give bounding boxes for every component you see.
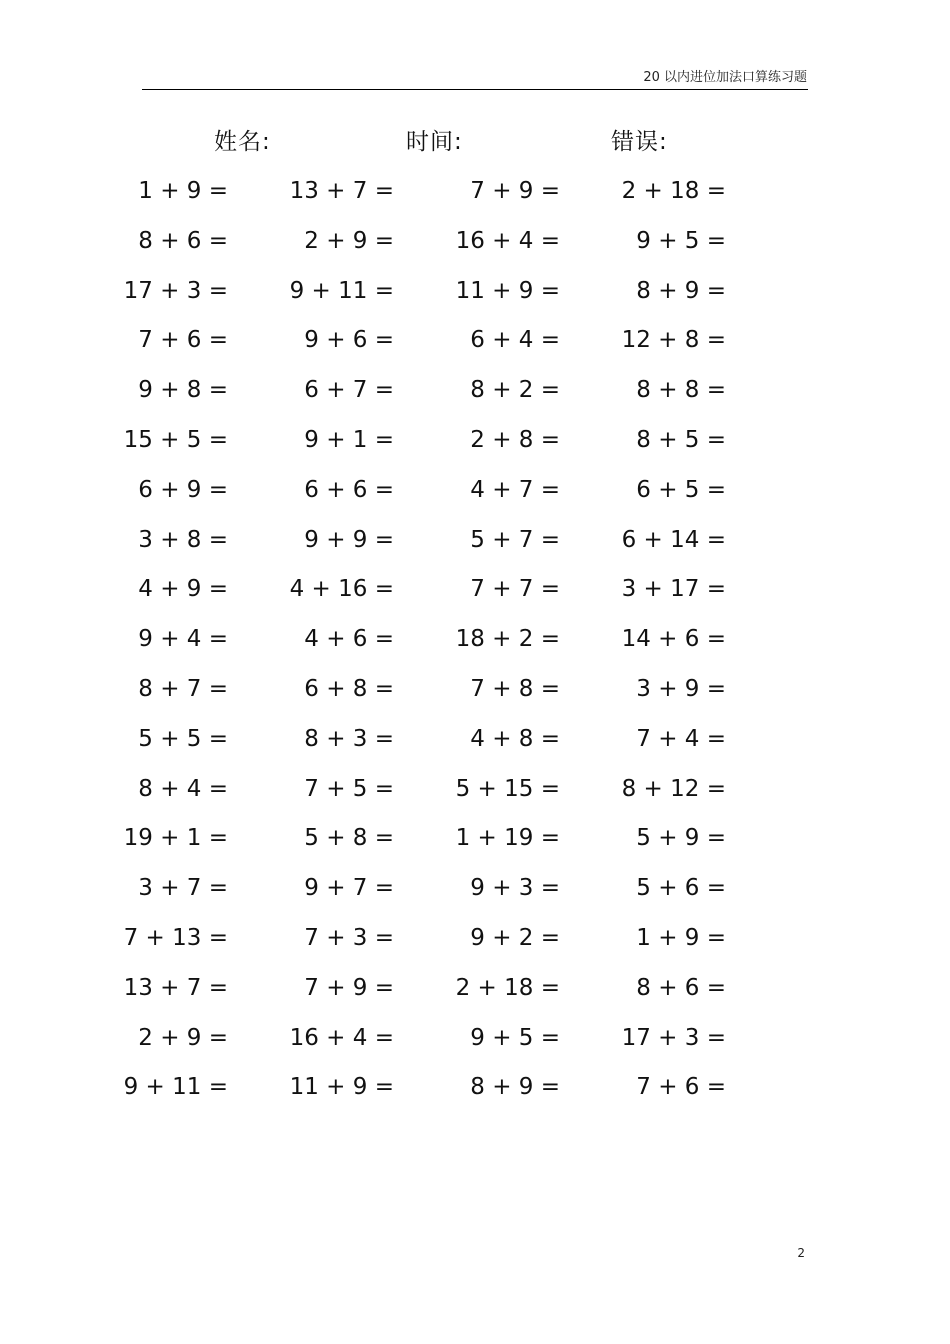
problem-r18-c4: 17 + 3 = — [621, 1024, 726, 1051]
problem-r5-c3: 8 + 2 = — [470, 377, 560, 404]
problem-r12-c4: 7 + 4 = — [636, 725, 726, 752]
problem-r9-c2: 4 + 16 = — [289, 576, 394, 603]
problem-r13-c4: 8 + 12 = — [621, 775, 726, 802]
problem-r19-c2: 11 + 9 = — [289, 1074, 394, 1101]
name-label: 姓名: — [214, 129, 271, 155]
page-number: 2 — [797, 1246, 805, 1260]
problem-r4-c4: 12 + 8 = — [621, 327, 726, 354]
problem-r14-c4: 5 + 9 = — [636, 825, 726, 852]
problem-r6-c3: 2 + 8 = — [470, 427, 560, 453]
problem-r9-c3: 7 + 7 = — [470, 576, 560, 603]
problem-r4-c1: 7 + 6 = — [138, 327, 228, 354]
problem-r13-c3: 5 + 15 = — [455, 775, 560, 802]
problem-r1-c3: 7 + 9 = — [470, 178, 560, 204]
problem-r18-c3: 9 + 5 = — [470, 1024, 560, 1051]
problem-r6-c2: 9 + 1 = — [304, 427, 394, 453]
problem-r11-c3: 7 + 8 = — [470, 676, 560, 702]
problem-r6-c4: 8 + 5 = — [636, 427, 726, 453]
problem-r14-c2: 5 + 8 = — [304, 825, 394, 852]
problem-r11-c1: 8 + 7 = — [138, 676, 228, 702]
problem-r8-c1: 3 + 8 = — [138, 526, 228, 553]
problem-r12-c3: 4 + 8 = — [470, 725, 560, 752]
problem-r3-c1: 17 + 3 = — [123, 277, 228, 304]
problem-r10-c4: 14 + 6 = — [621, 626, 726, 653]
problem-r8-c4: 6 + 14 = — [621, 526, 726, 553]
problem-r2-c3: 16 + 4 = — [455, 227, 560, 254]
problem-r2-c1: 8 + 6 = — [138, 227, 228, 254]
errors-label: 错误: — [611, 129, 668, 155]
problem-r13-c1: 8 + 4 = — [138, 775, 228, 802]
problem-r3-c2: 9 + 11 = — [289, 277, 394, 304]
problem-r9-c4: 3 + 17 = — [621, 576, 726, 603]
problem-r12-c2: 8 + 3 = — [304, 725, 394, 752]
problem-r5-c4: 8 + 8 = — [636, 377, 726, 404]
problem-r10-c3: 18 + 2 = — [455, 626, 560, 653]
header-rule — [142, 89, 808, 90]
problem-r1-c4: 2 + 18 = — [621, 178, 726, 204]
problem-r7-c1: 6 + 9 = — [138, 476, 228, 503]
problem-r7-c4: 6 + 5 = — [636, 476, 726, 503]
header-title: 20 以内进位加法口算练习题 — [643, 70, 807, 85]
problem-r2-c2: 2 + 9 = — [304, 227, 394, 254]
problem-r7-c2: 6 + 6 = — [304, 476, 394, 503]
problem-r4-c2: 9 + 6 = — [304, 327, 394, 354]
problem-r9-c1: 4 + 9 = — [138, 576, 228, 603]
problem-r14-c1: 19 + 1 = — [123, 825, 228, 852]
problem-r14-c3: 1 + 19 = — [455, 825, 560, 852]
problem-r5-c2: 6 + 7 = — [304, 377, 394, 404]
problem-r2-c4: 9 + 5 = — [636, 227, 726, 254]
problem-r3-c3: 11 + 9 = — [455, 277, 560, 304]
problem-r1-c1: 1 + 9 = — [138, 178, 228, 204]
problem-r19-c3: 8 + 9 = — [470, 1074, 560, 1101]
problem-r4-c3: 6 + 4 = — [470, 327, 560, 354]
problem-r7-c3: 4 + 7 = — [470, 476, 560, 503]
problem-r1-c2: 13 + 7 = — [289, 178, 394, 204]
problem-r16-c2: 7 + 3 = — [304, 925, 394, 951]
problem-r8-c3: 5 + 7 = — [470, 526, 560, 553]
problem-r18-c1: 2 + 9 = — [138, 1024, 228, 1051]
problem-r15-c1: 3 + 7 = — [138, 875, 228, 902]
problem-r17-c3: 2 + 18 = — [455, 974, 560, 1001]
problem-r10-c2: 4 + 6 = — [304, 626, 394, 653]
problem-r3-c4: 8 + 9 = — [636, 277, 726, 304]
problem-r18-c2: 16 + 4 = — [289, 1024, 394, 1051]
problem-r15-c3: 9 + 3 = — [470, 875, 560, 902]
problem-r11-c2: 6 + 8 = — [304, 676, 394, 702]
problem-r8-c2: 9 + 9 = — [304, 526, 394, 553]
problem-r13-c2: 7 + 5 = — [304, 775, 394, 802]
problem-r12-c1: 5 + 5 = — [138, 725, 228, 752]
problem-r11-c4: 3 + 9 = — [636, 676, 726, 702]
problem-r19-c1: 9 + 11 = — [123, 1074, 228, 1101]
problem-r17-c4: 8 + 6 = — [636, 974, 726, 1001]
problem-r15-c4: 5 + 6 = — [636, 875, 726, 902]
problem-r15-c2: 9 + 7 = — [304, 875, 394, 902]
problem-r6-c1: 15 + 5 = — [123, 427, 228, 453]
problem-r10-c1: 9 + 4 = — [138, 626, 228, 653]
problem-r5-c1: 9 + 8 = — [138, 377, 228, 404]
time-label: 时间: — [406, 129, 463, 155]
problem-r17-c2: 7 + 9 = — [304, 974, 394, 1001]
problem-r17-c1: 13 + 7 = — [123, 974, 228, 1001]
problem-r16-c1: 7 + 13 = — [123, 925, 228, 951]
problem-r16-c4: 1 + 9 = — [636, 925, 726, 951]
problem-r16-c3: 9 + 2 = — [470, 925, 560, 951]
problem-r19-c4: 7 + 6 = — [636, 1074, 726, 1101]
